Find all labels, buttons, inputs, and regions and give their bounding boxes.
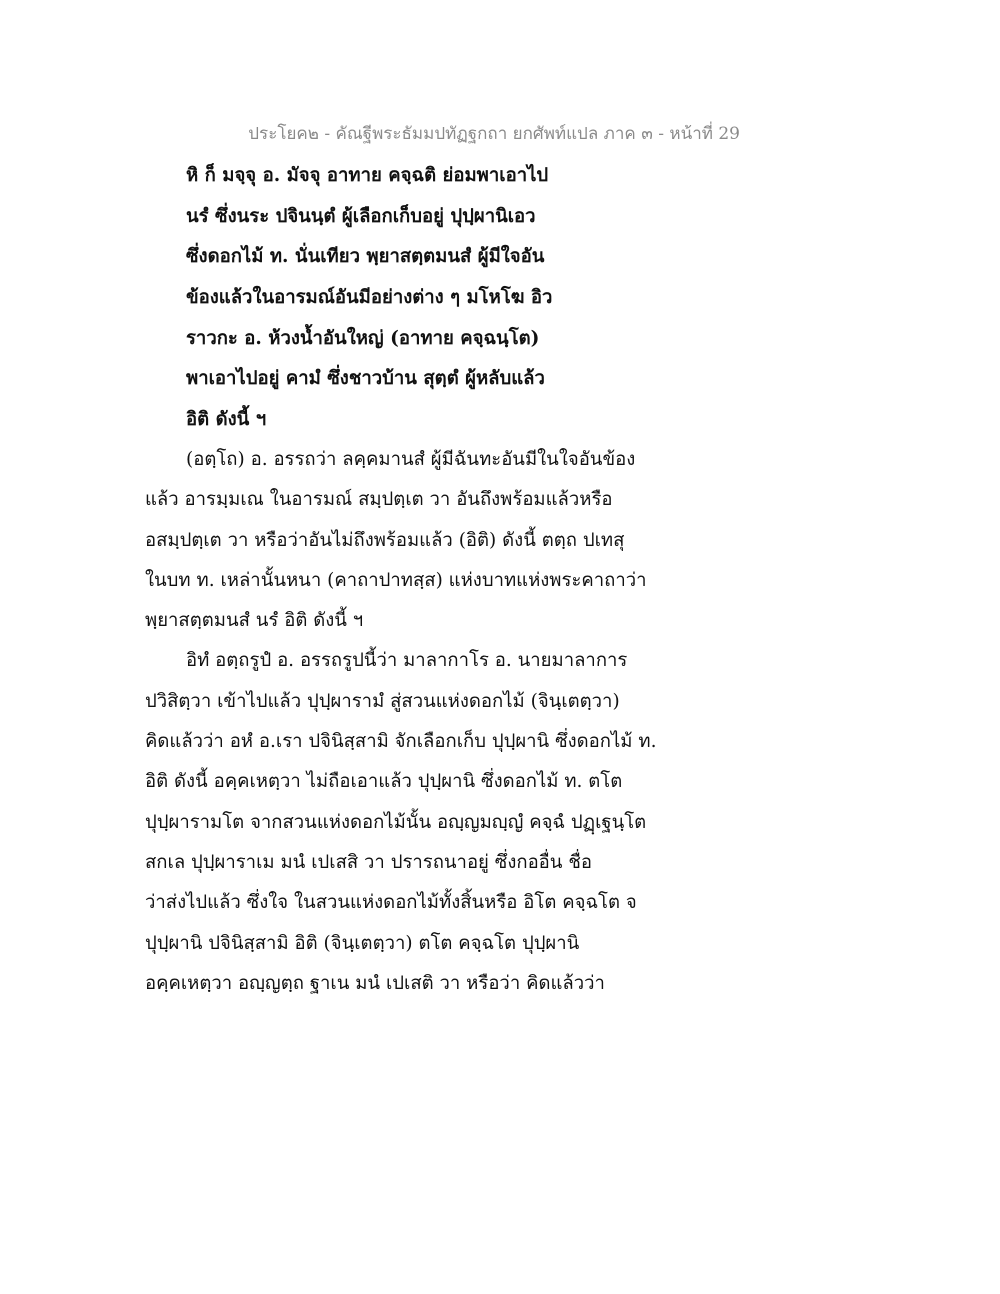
text-line: อิทํ อตฺถรูปํ อ. อรรถรูปนี้ว่า มาลากาโร อ. นายมาลาการ [186,650,628,672]
verse-line: ราวกะ อ. ห้วงน้ำอันใหญ่ (อาทาย คจฺฉนฺโต) [186,327,540,349]
text-line: ปุปฺผานิ ปจินิสฺสามิ อิติ (จินฺเตตฺวา) ตโต คจฺฉโต ปุปฺผานิ [145,932,580,954]
paragraph-1 [145,440,705,641]
text-line: พฺยาสตฺตมนสํ นรํ อิติ ดังนี้ ฯ [145,610,364,632]
running-header: ประโยค๒ - คัณฐีพระธัมมปทัฏฐกถา ยกศัพท์แปล ภาค ๓ - หน้าที่ 29 [248,124,740,144]
verse-line: ข้องแล้วในอารมณ์อันมีอย่างต่าง ๆ มโหโฆ อิว [186,287,553,309]
text-line: อคฺคเหตฺวา อญฺญตฺถ ฐาเน มนํ เปเสติ วา หรือว่า คิดแล้วว่า [145,972,605,994]
verse-line: พาเอาไปอยู่ คามํ ซึ่งชาวบ้าน สุตฺตํ ผู้หลับแล้ว [186,368,545,390]
text-line: (อตฺโถ) อ. อรรถว่า ลคฺคมานสํ ผู้มีฉันทะอันมีในใจอันข้อง [186,449,636,470]
text-line: สกเล ปุปฺผาราเม มนํ เปเสสิ วา ปรารถนาอยู่ ซึ่งกออื่น ชื่อ [145,851,592,873]
verse-line: หิ ก็ มจฺจุ อ. มัจจุ อาทาย คจฺฉติ ย่อมพาเอาไป [186,165,549,186]
verse-line: ซึ่งดอกไม้ ท. นั่นเทียว พฺยาสตฺตมนสํ ผู้มีใจอัน [186,246,545,268]
verse-line: อิติ ดังนี้ ฯ [186,409,267,431]
text-line: ในบท ท. เหล่านั้นหนา (คาถาปาทสฺส) แห่งบาทแห่งพระคาถาว่า [145,569,647,591]
text-line: ปุปฺผารามโต จากสวนแห่งดอกไม้นั้น อญฺญมญฺญํ คจฺฉํ ปฏฺเฐนฺโต [145,811,647,833]
body-text [145,440,705,1004]
text-line: อิติ ดังนี้ อคฺคเหตฺวา ไม่ถือเอาแล้ว ปุปฺผานิ ซึ่งดอกไม้ ท. ตโต [145,771,623,793]
verse-line: นรํ ซึ่งนระ ปจินนฺตํ ผู้เลือกเก็บอยู่ ปุปฺผานิเอว [186,205,536,227]
text-line: ว่าส่งไปแล้ว ซึ่งใจ ในสวนแห่งดอกไม้ทั้งสิ้นหรือ อิโต คจฺฉโต จ [145,892,637,914]
text-line: อสมฺปตฺเต วา หรือว่าอันไม่ถึงพร้อมแล้ว (อิติ) ดังนี้ ตตฺถ ปเทสุ [145,529,625,551]
text-line: ปวิสิตฺวา เข้าไปแล้ว ปุปฺผารามํ สู่สวนแห่งดอกไม้ (จินฺเตตฺวา) [145,690,620,712]
text-line: คิดแล้วว่า อหํ อ.เรา ปจินิสฺสามิ จักเลือกเก็บ ปุปฺผานิ ซึ่งดอกไม้ ท. [145,731,657,753]
text-line: แล้ว อารมฺมเณ ในอารมณ์ สมฺปตฺเต วา อันถึงพร้อมแล้วหรือ [145,489,613,511]
verse-block [186,156,606,441]
paragraph-2 [145,641,705,1004]
